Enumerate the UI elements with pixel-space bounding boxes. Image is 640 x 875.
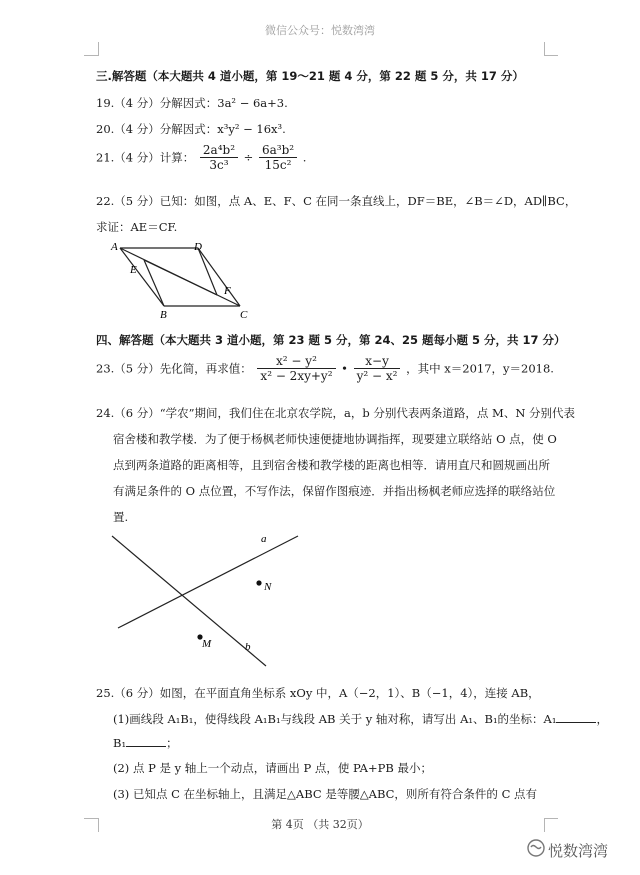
question-21 xyxy=(96,143,306,172)
q25-part1-text: (1)画线段 A₁B₁，使得线段 A₁B₁与线段 AB 关于 y 轴对称，请写出 A₁、B₁的坐标：A₁ xyxy=(113,712,557,726)
label-M: M xyxy=(202,638,212,650)
section-4-title: 四、解答题（本大题共 3 道小题，第 23 题 5 分，第 24、25 题每小题 5 分，共 17 分） xyxy=(96,333,566,347)
page-header: 微信公众号：悦数湾湾 xyxy=(265,24,375,37)
crop-mark xyxy=(544,55,558,56)
question-22-line-1: 22.（5 分）已知：如图，点 A、E、F、C 在同一条直线上，DF＝BE，∠B＝∠D，AD∥BC， xyxy=(96,194,577,208)
question-24-line-3: 点到两条道路的距离相等，且到宿舍楼和教学楼的距离也相等．请用直尺和圆规画出所 xyxy=(113,458,550,472)
question-19: 19.（4 分）分解因式：3a² − 6a+3. xyxy=(96,96,288,110)
question-24-line-1: 24.（6 分）“学农”期间，我们住在北京农学院，a，b 分别代表两条道路，点 M、N 分别代表 xyxy=(96,406,576,420)
segment-DC xyxy=(198,248,240,306)
label-b: b xyxy=(245,641,251,653)
label-C: C xyxy=(240,309,248,320)
label-N: N xyxy=(264,581,272,593)
q21-f1-denominator: 3c³ xyxy=(209,158,229,172)
label-B: B xyxy=(160,309,167,320)
crop-mark xyxy=(544,42,545,56)
crop-mark xyxy=(84,55,98,56)
q21-fraction-2 xyxy=(259,143,297,172)
q23-fraction-2 xyxy=(354,354,401,383)
q25-b1-semicolon: ； xyxy=(166,736,178,750)
question-24-line-2: 宿舍楼和教学楼．为了便于杨枫老师快速便捷地协调指挥，现要建立联络站 O 点，使 O xyxy=(113,432,557,446)
question-25-line-3 xyxy=(113,735,178,751)
q21-f2-denominator: 15c² xyxy=(264,158,292,172)
label-D: D xyxy=(194,241,202,253)
q21-operator: ÷ xyxy=(243,150,254,165)
question-23 xyxy=(96,354,554,383)
question-25-line-5: (3) 已知点 C 在坐标轴上，且满足△ABC 是等腰△ABC，则所有符合条件的 C 点有 xyxy=(113,787,538,801)
label-E: E xyxy=(130,264,137,276)
section-3-title: 三.解答题（本大题共 4 道小题，第 19～21 题 4 分，第 22 题 5 分，共 17 分） xyxy=(96,69,524,83)
q23-operator: • xyxy=(341,361,348,376)
label-F: F xyxy=(224,285,231,297)
q21-fraction-1 xyxy=(200,143,238,172)
q25-part1-comma: ， xyxy=(596,712,608,726)
q21-suffix: . xyxy=(302,150,307,165)
label-a: a xyxy=(261,533,267,545)
q24-roads-figure xyxy=(108,528,308,668)
q23-f2-denominator: y² − x² xyxy=(356,369,398,383)
q22-parallelogram-figure xyxy=(108,238,258,320)
q21-f1-numerator: 2a⁴b² xyxy=(200,143,238,158)
q25-b1-label: B₁ xyxy=(113,736,127,750)
road-b xyxy=(112,536,266,666)
page-number: 第 4页 （共 32页） xyxy=(271,818,369,831)
q23-prefix: 23.（5 分）先化简，再求值： xyxy=(96,361,252,376)
watermark: 悦数湾湾 xyxy=(548,842,609,860)
answer-blank-b1[interactable] xyxy=(126,736,166,747)
question-25-line-4: (2) 点 P 是 y 轴上一个动点，请画出 P 点，使 PA+PB 最小； xyxy=(113,761,432,775)
question-20: 20.（4 分）分解因式：x³y² − 16x³. xyxy=(96,122,286,136)
q23-f2-numerator: x−y xyxy=(354,354,401,369)
question-25-line-2 xyxy=(113,711,608,727)
segment-AB xyxy=(120,248,164,306)
q23-suffix: ，其中 x＝2017，y＝2018. xyxy=(406,361,554,376)
q21-prefix: 21.（4 分）计算： xyxy=(96,150,195,165)
crop-mark xyxy=(98,42,99,56)
segment-DF xyxy=(198,248,217,295)
q21-f2-numerator: 6a³b² xyxy=(259,143,297,158)
q23-f1-numerator: x² − y² xyxy=(257,354,335,369)
q23-f1-denominator: x² − 2xy+y² xyxy=(260,369,333,383)
question-24-line-5: 置. xyxy=(113,510,129,524)
question-25-line-1: 25.（6 分）如图，在平面直角坐标系 xOy 中，A（−2，1）、B（−1，4），连接 AB， xyxy=(96,686,540,700)
point-N xyxy=(256,580,261,585)
answer-blank-a1[interactable] xyxy=(556,712,596,723)
question-22-line-2: 求证：AE＝CF. xyxy=(96,220,178,234)
label-A: A xyxy=(111,241,118,253)
q23-fraction-1 xyxy=(257,354,335,383)
wechat-icon xyxy=(526,838,546,858)
segment-EF xyxy=(144,260,217,295)
question-24-line-4: 有满足条件的 O 点位置，不写作法，保留作图痕迹．并指出杨枫老师应选择的联络站位 xyxy=(113,484,556,498)
